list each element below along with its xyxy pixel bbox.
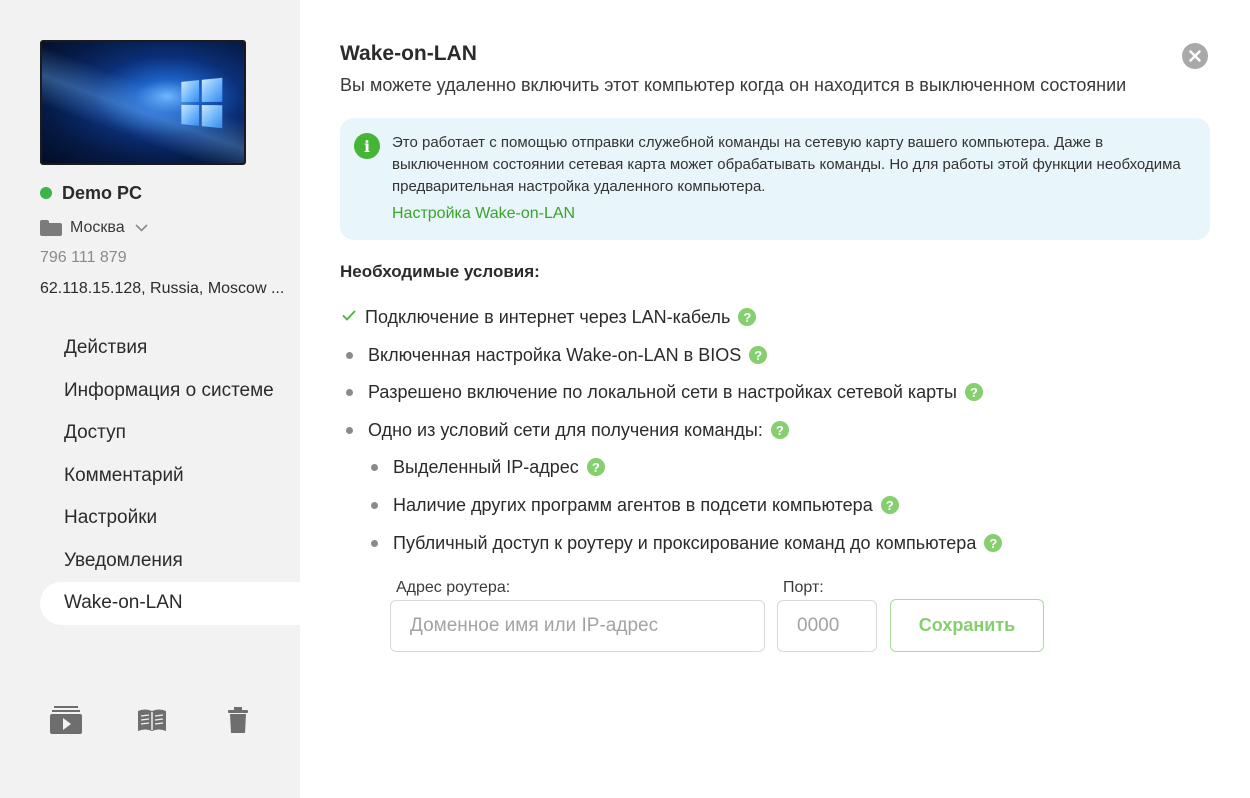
- sidebar-item-wake-on-lan[interactable]: Wake-on-LAN: [40, 582, 300, 625]
- sub-requirement-label: Наличие других программ агентов в подсети компьютера: [393, 494, 873, 515]
- wake-on-lan-setup-link[interactable]: Настройка Wake-on-LAN: [392, 205, 576, 222]
- sub-requirement-item: [371, 531, 1002, 555]
- computer-name: [40, 182, 142, 204]
- help-icon[interactable]: ?: [587, 458, 605, 476]
- save-button[interactable]: Сохранить: [890, 599, 1044, 652]
- computer-screenshot-thumbnail[interactable]: [40, 40, 246, 165]
- book-icon[interactable]: [134, 704, 170, 736]
- close-button[interactable]: [1182, 43, 1208, 69]
- help-icon[interactable]: ?: [965, 383, 983, 401]
- trash-icon[interactable]: [220, 704, 256, 736]
- group-label: Москва: [70, 219, 125, 236]
- sidebar-bottom-toolbar: [48, 704, 256, 736]
- sidebar-item-notifications[interactable]: Уведомления: [64, 549, 183, 571]
- computer-name-label: Demo PC: [62, 182, 143, 203]
- router-address-input[interactable]: [390, 600, 765, 652]
- info-icon: i: [354, 133, 380, 159]
- sidebar-item-system-info[interactable]: Информация о системе: [64, 379, 274, 401]
- help-icon[interactable]: ?: [984, 534, 1002, 552]
- help-icon[interactable]: ?: [771, 421, 789, 439]
- bullet-icon: [346, 389, 353, 396]
- group-selector[interactable]: [40, 217, 148, 239]
- computer-ip-location: 62.118.15.128, Russia, Moscow ...: [40, 280, 285, 297]
- bullet-icon: [371, 502, 378, 509]
- requirement-item: [346, 380, 983, 404]
- windows-logo-icon: [181, 78, 222, 129]
- online-status-icon: [40, 187, 52, 199]
- help-icon[interactable]: ?: [881, 496, 899, 514]
- play-folder-icon[interactable]: [48, 704, 84, 736]
- bullet-icon: [346, 427, 353, 434]
- requirements-title: Необходимые условия:: [340, 262, 540, 281]
- port-label: Порт:: [783, 579, 824, 596]
- requirement-label: Включенная настройка Wake-on-LAN в BIOS: [368, 344, 742, 365]
- computer-id: 796 111 879: [40, 249, 127, 266]
- help-icon[interactable]: ?: [738, 308, 756, 326]
- sidebar: [0, 0, 300, 798]
- sub-requirement-label: Выделенный IP-адрес: [393, 456, 579, 477]
- page-subtitle: Вы можете удаленно включить этот компьютер когда он находится в выключенном состоянии: [340, 75, 1127, 95]
- help-icon[interactable]: ?: [749, 346, 767, 364]
- requirement-label: Подключение в интернет через LAN-кабель: [365, 306, 731, 327]
- info-text: Это работает с помощью отправки служебной команды на сетевую карту вашего компьютера. Даже в выключенном состоянии сетевая карта может обрабатывать команды. Но для работы этой функции необходима предварительная настройка удаленного компьютера.: [392, 134, 1181, 195]
- sidebar-item-access[interactable]: Доступ: [64, 422, 126, 443]
- requirement-label: Одно из условий сети для получения команды:: [368, 419, 763, 440]
- requirement-label: Разрешено включение по локальной сети в настройках сетевой карты: [368, 381, 957, 402]
- requirement-item: [342, 305, 756, 329]
- bullet-icon: [371, 540, 378, 547]
- sidebar-item-actions[interactable]: Действия: [64, 337, 148, 358]
- port-input[interactable]: [777, 600, 877, 652]
- check-icon: [342, 308, 358, 326]
- requirement-item: [346, 418, 789, 442]
- sub-requirement-item: [371, 493, 899, 517]
- page-title: Wake-on-LAN: [340, 42, 477, 65]
- folder-icon: [40, 220, 62, 236]
- sidebar-item-comment[interactable]: Комментарий: [64, 464, 184, 486]
- bullet-icon: [346, 352, 353, 359]
- sub-requirement-item: [371, 455, 605, 479]
- router-address-label: Адрес роутера:: [396, 579, 511, 596]
- sidebar-item-settings[interactable]: Настройки: [64, 507, 158, 528]
- close-icon: [1189, 50, 1201, 62]
- bullet-icon: [371, 464, 378, 471]
- wake-on-lan-panel: [340, 0, 1210, 798]
- sidebar-menu: [40, 327, 300, 625]
- sub-requirement-label: Публичный доступ к роутеру и проксирование команд до компьютера: [393, 532, 977, 553]
- chevron-down-icon[interactable]: [135, 221, 148, 235]
- requirement-item: [346, 343, 767, 367]
